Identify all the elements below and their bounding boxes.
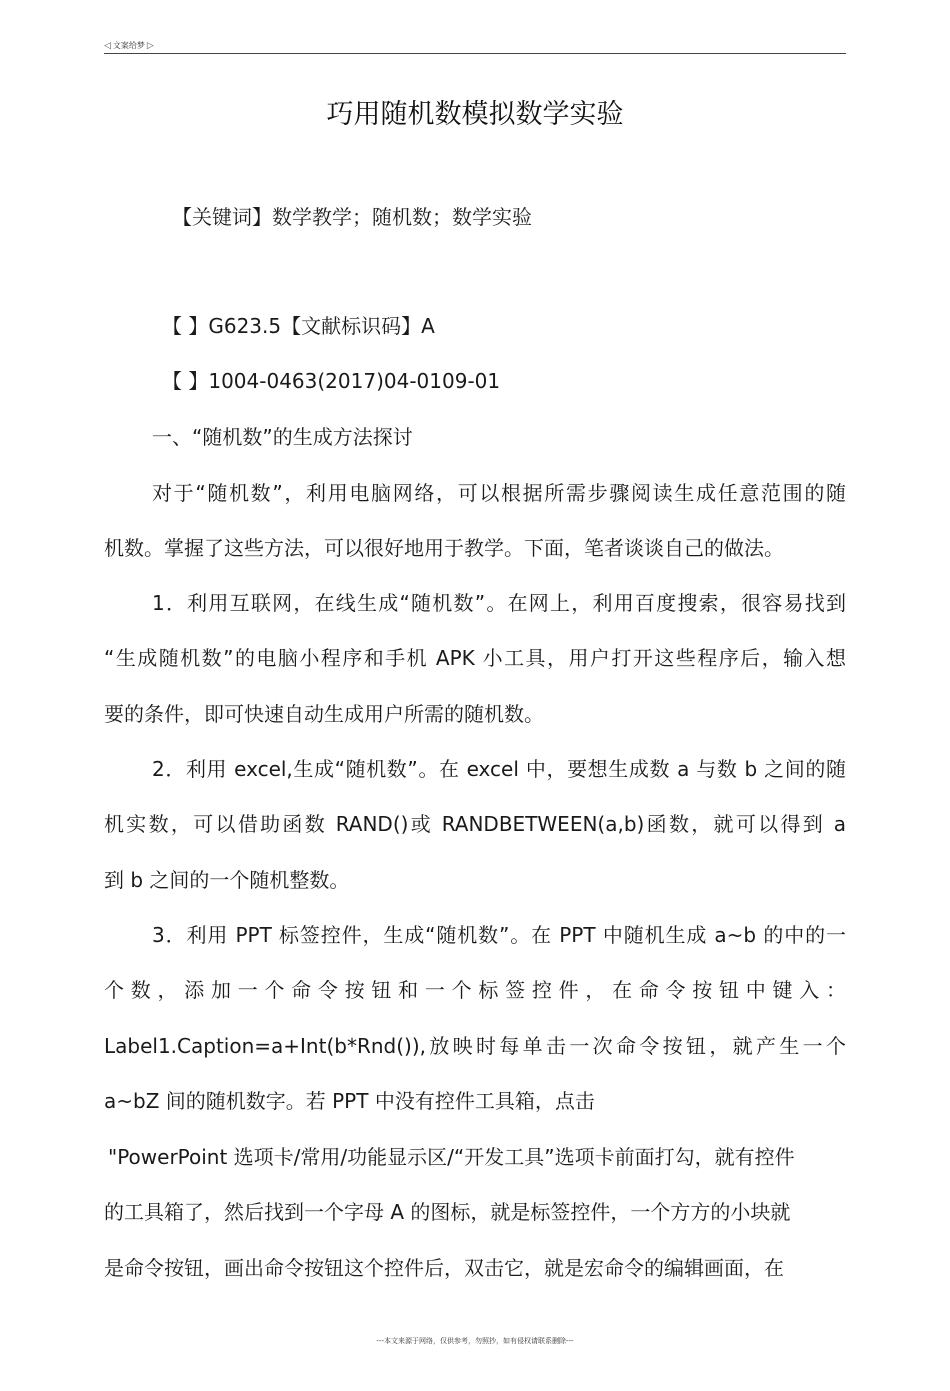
page-footer: ---本文来源于网络，仅供参考，勿照抄，如有侵权请联系删除---	[376, 1337, 574, 1345]
body-line: "PowerPoint 选项卡/常用/功能显示区/“开发工具”选项卡前面打勾，就有控件	[108, 1145, 795, 1169]
body-line: 到 b 之间的一个随机整数。	[104, 868, 350, 892]
document-title: 巧用随机数模拟数学实验	[326, 99, 624, 130]
body-line: 2．利用 excel,生成“随机数”。在 excel 中，要想生成数 a 与数 b 之间的随	[152, 757, 846, 781]
keywords-line: 【关键词】数学教学；随机数；数学实验	[172, 205, 532, 229]
right-triangle-icon: ▷	[146, 40, 154, 51]
body-line: 要的条件，即可快速自动生成用户所需的随机数。	[104, 702, 544, 726]
page-header	[104, 40, 846, 51]
classification-line: 【 】G623.5【文献标识码】A	[162, 314, 435, 338]
section-heading: 一、“随机数”的生成方法探讨	[152, 425, 413, 449]
body-line: 的工具箱了，然后找到一个字母 A 的图标，就是标签控件，一个方方的小块就	[104, 1200, 791, 1224]
body-line: a~bZ 间的随机数字。若 PPT 中没有控件工具箱，点击	[104, 1089, 595, 1113]
article-number-line: 【 】1004-0463(2017)04-0109-01	[162, 369, 501, 393]
body-line: 1．利用互联网，在线生成“随机数”。在网上，利用百度搜索，很容易找到	[152, 591, 846, 615]
body-line: 对于“随机数”，利用电脑网络，可以根据所需步骤阅读生成任意范围的随	[152, 481, 846, 505]
left-triangle-icon: ◁	[104, 40, 111, 51]
body-line: “生成随机数”的电脑小程序和手机 APK 小工具，用户打开这些程序后，输入想	[104, 646, 846, 670]
body-line: Label1.Caption=a+Int(b*Rnd()),放映时每单击一次命令按钮，就产生一个	[104, 1034, 846, 1058]
header-rule	[104, 53, 846, 54]
header-text: 文案给梦	[112, 41, 145, 50]
body-line: 3．利用 PPT 标签控件，生成“随机数”。在 PPT 中随机生成 a~b 的中的一	[152, 923, 846, 947]
body-line: 个数，添加一个命令按钮和一个标签控件，在命令按钮中键入：	[104, 978, 846, 1002]
body-line: 机数。掌握了这些方法，可以很好地用于教学。下面，笔者谈谈自己的做法。	[104, 536, 784, 560]
body-line: 机实数，可以借助函数 RAND()或 RANDBETWEEN(a,b)函数，就可以得到 a	[104, 812, 846, 836]
body-line: 是命令按钮，画出命令按钮这个控件后，双击它，就是宏命令的编辑画面，在	[104, 1256, 784, 1280]
